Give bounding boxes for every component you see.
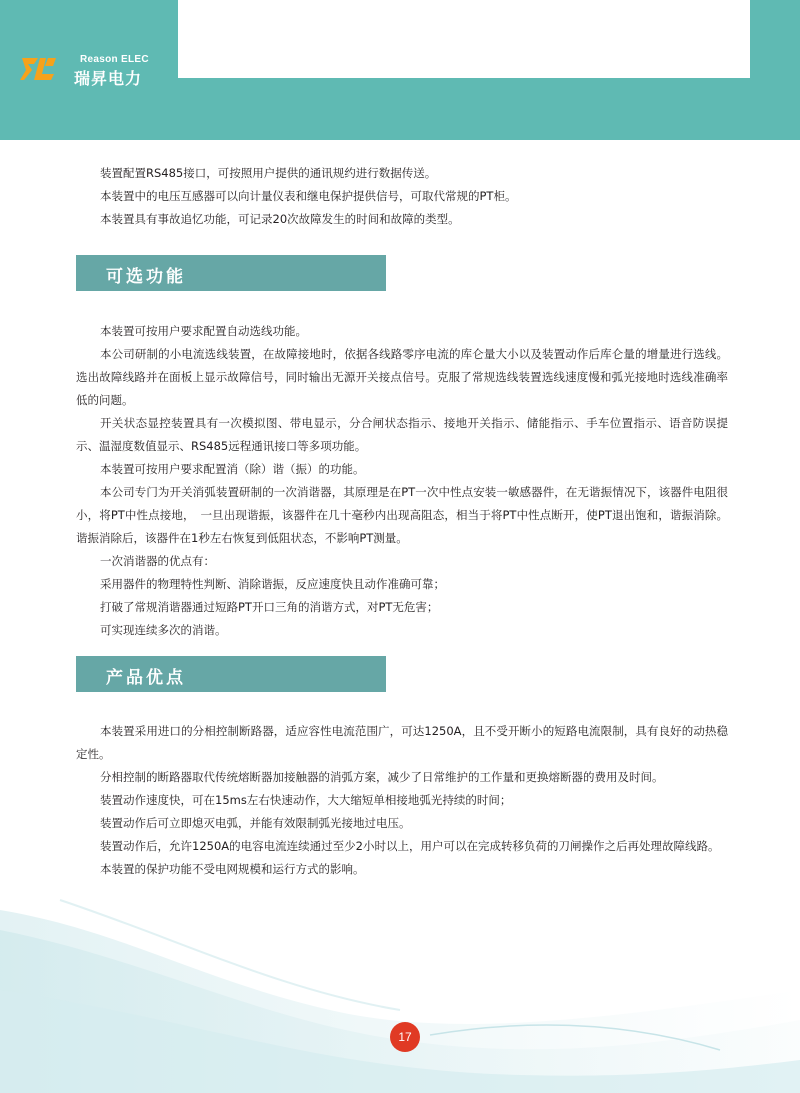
body-paragraph: 本装置可按用户要求配置消（除）谐（振）的功能。	[100, 462, 365, 476]
body-paragraph: 装置动作后可立即熄灭电弧，并能有效限制弧光接地过电压。	[100, 816, 411, 830]
optional-features-text	[76, 320, 728, 642]
body-paragraph: 采用器件的物理特性判断、消除谐振，反应速度快且动作准确可靠；	[100, 577, 445, 591]
body-paragraph: 本装置采用进口的分相控制断路器，适应容性电流范围广，可达1250A，且不受开断小的短路电流限制，具有良好的动热稳定性。	[76, 724, 728, 761]
intro-paragraph: 装置配置RS485接口，可按照用户提供的通讯规约进行数据传送。	[100, 166, 437, 180]
body-paragraph: 可实现连续多次的消谐。	[100, 623, 227, 637]
bottom-wave-decoration	[0, 870, 800, 1093]
brand-english: Reason ELEC	[80, 54, 149, 65]
brand-chinese: 瑞昇电力	[74, 69, 143, 88]
body-paragraph: 本公司研制的小电流选线装置，在故障接地时，依据各线路零序电流的库仑量大小以及装置动作后库仑量的增量进行选线。选出故障线路并在面板上显示故障信号，同时输出无源开关接点信号。克服了常规选线装置选线速度慢和弧光接地时选线准确率低的问题。	[76, 347, 728, 407]
section-title: 产品优点	[106, 668, 186, 688]
section-title: 可选功能	[106, 267, 186, 287]
intro-paragraph: 本装置具有事故追忆功能，可记录20次故障发生的时间和故障的类型。	[100, 212, 460, 226]
section-heading-advantages	[76, 656, 386, 692]
logo-mark-icon	[20, 54, 60, 84]
body-paragraph: 装置动作速度快，可在15ms左右快速动作，大大缩短单相接地弧光持续的时间；	[100, 793, 512, 807]
body-paragraph: 本装置的保护功能不受电网规模和运行方式的影响。	[100, 862, 365, 876]
body-paragraph: 本公司专门为开关消弧装置研制的一次消谐器，其原理是在PT一次中性点安装一敏感器件，在无谐振情况下，该器件电阻很小，将PT中性点接地， 一旦出现谐振，该器件在几十毫秒内出现高阻态，相当于将PT中性点断开，使PT退出饱和，谐振消除。谐振消除后，该器件在1秒左右恢复到低阻状态，不影响PT测量。	[76, 485, 728, 545]
body-paragraph: 本装置可按用户要求配置自动选线功能。	[100, 324, 307, 338]
body-paragraph: 打破了常规消谐器通过短路PT开口三角的消谐方式，对PT无危害；	[100, 600, 439, 614]
page-number: 17	[390, 1022, 420, 1052]
body-paragraph: 分相控制的断路器取代传统熔断器加接触器的消弧方案，减少了日常维护的工作量和更换熔断器的费用及时间。	[100, 770, 664, 784]
intro-paragraph: 本装置中的电压互感器可以向计量仪表和继电保护提供信号，可取代常规的PT柜。	[100, 189, 517, 203]
body-paragraph: 一次消谐器的优点有：	[100, 554, 215, 568]
header-white-panel	[178, 0, 750, 78]
company-logo	[20, 50, 180, 90]
section-heading-optional	[76, 255, 386, 291]
intro-text	[76, 162, 728, 231]
body-paragraph: 装置动作后，允许1250A的电容电流连续通过至少2小时以上，用户可以在完成转移负荷的刀闸操作之后再处理故障线路。	[100, 839, 720, 853]
body-paragraph: 开关状态显控装置具有一次模拟图、带电显示，分合闸状态指示、接地开关指示、储能指示、手车位置指示、语音防误提示、温湿度数值显示、RS485远程通讯接口等多项功能。	[76, 416, 728, 453]
advantages-text	[76, 720, 728, 881]
